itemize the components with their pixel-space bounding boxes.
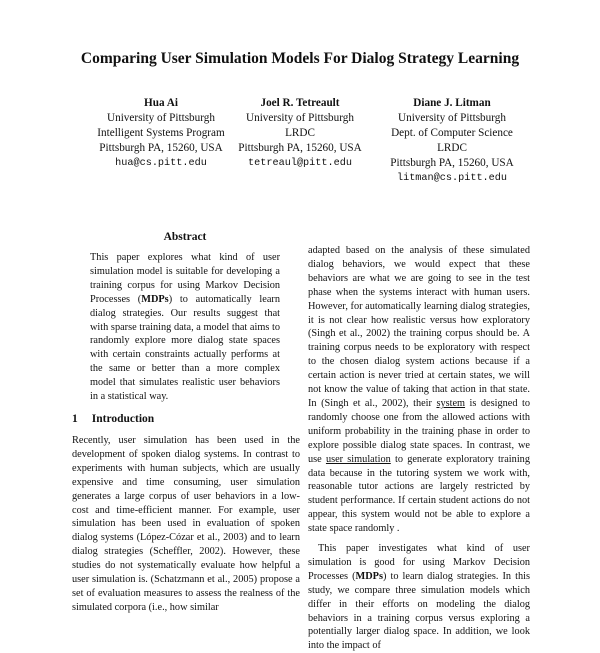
author-affiliation: LRDC <box>437 142 467 154</box>
author-name: Hua Ai <box>144 97 178 109</box>
paragraph-text: to generate exploratory training data because in the tutoring system we work with, reasonable tutor actions are largely restricted by student performance. If certain student actions do not appear, this system would not be able to explore a state space randomly . <box>308 453 530 535</box>
underlined-term: system <box>436 397 466 409</box>
paragraph <box>308 542 530 653</box>
section-title: Introduction <box>91 413 155 425</box>
paper-title: Comparing User Simulation Models For Dialog Strategy Learning <box>80 50 520 67</box>
author-address: Pittsburgh PA, 15260, USA <box>99 142 223 154</box>
bold-term: MDPs <box>355 570 383 582</box>
author-affiliation: Intelligent Systems Program <box>97 127 225 139</box>
section-heading <box>72 413 154 425</box>
author-email: tetreaul@pitt.edu <box>248 158 352 169</box>
author-affiliation: Dept. of Computer Science <box>391 127 513 139</box>
author-email: litman@cs.pitt.edu <box>396 173 508 184</box>
author-email: hua@cs.pitt.edu <box>115 158 207 169</box>
abstract-heading: Abstract <box>163 231 207 243</box>
abstract-text-part: This paper explores what kind of user simulation model is suitable for developing a training corpus for using Markov Decision Processes ( <box>90 252 280 305</box>
author-address: Pittsburgh PA, 15260, USA <box>238 142 362 154</box>
paragraph-text: ) to learn dialog strategies. In this study, we compare three simulation models which differ in their efforts on modeling the dialog behaviors in a training corpus versus exploring a potentially larger dialog space. In addition, we look into the impact of <box>308 570 530 652</box>
author-block-2 <box>226 96 374 171</box>
paragraph-text: This paper investigates what kind of user simulation is good for using Markov Decision Processes ( <box>308 543 530 582</box>
paragraph <box>308 244 530 536</box>
author-address: Pittsburgh PA, 15260, USA <box>390 157 514 169</box>
author-name: Joel R. Tetreault <box>260 97 340 109</box>
author-affiliation: University of Pittsburgh <box>398 112 506 124</box>
paragraph-text: is designed to randomly choose one from the allowed actions with uniform probability in the training phase in order to explore possible dialog state spaces. In contrast, we use <box>308 397 531 465</box>
author-affiliation: University of Pittsburgh <box>107 112 215 124</box>
underlined-term: user simulation <box>325 453 391 465</box>
abstract-bold-term: MDPs <box>141 293 169 305</box>
introduction-text: Recently, user simulation has been used in the development of spoken dialog systems. In contrast to experiments with human subjects, which are usually expensive and time consuming, user simulation generates a large corpus of user behaviors in a low-cost and time-efficient manner. For example, user simulation has been used in evaluation of spoken dialog systems (López-Cózar et al., 2003) and to learn dialog strategies (Scheffler, 2002). However, these studies do not systematically evaluate how helpful a user simulation is. (Schatzmann et al., 2005) propose a set of evaluation measures to assess the realness of the simulated corpora (i.e., how similar <box>72 435 300 613</box>
paragraph-text: adapted based on the analysis of these simulated dialog behaviors, we would expect that these behaviors are what we are going to see in the test phase when the systems interact with human users. However, for automatically learning dialog strategies, it is not clear how realistic versus how exploratory (Singh et al., 2002) the training corpus should be. A training corpus needs to be exploratory with respect to the chosen dialog system actions because if a certain action is never tried at certain states, we will not know the value of taking that action in that state. In (Singh et al., 2002), their <box>308 245 530 409</box>
author-name: Diane J. Litman <box>413 97 491 109</box>
author-affiliation: LRDC <box>285 127 315 139</box>
author-block-3 <box>372 96 532 186</box>
right-column <box>308 244 530 653</box>
section-number: 1 <box>72 413 78 425</box>
abstract-text <box>90 251 280 404</box>
author-affiliation: University of Pittsburgh <box>246 112 354 124</box>
abstract-text-part: ) to automatically learn dialog strategies. Our results suggest that with sparse training data, a model that aims to randomly explore more dialog state spaces with certain constraints actually performs at the same or better than a more complex model that simulates realistic user behaviors in a statistical way. <box>90 293 281 403</box>
